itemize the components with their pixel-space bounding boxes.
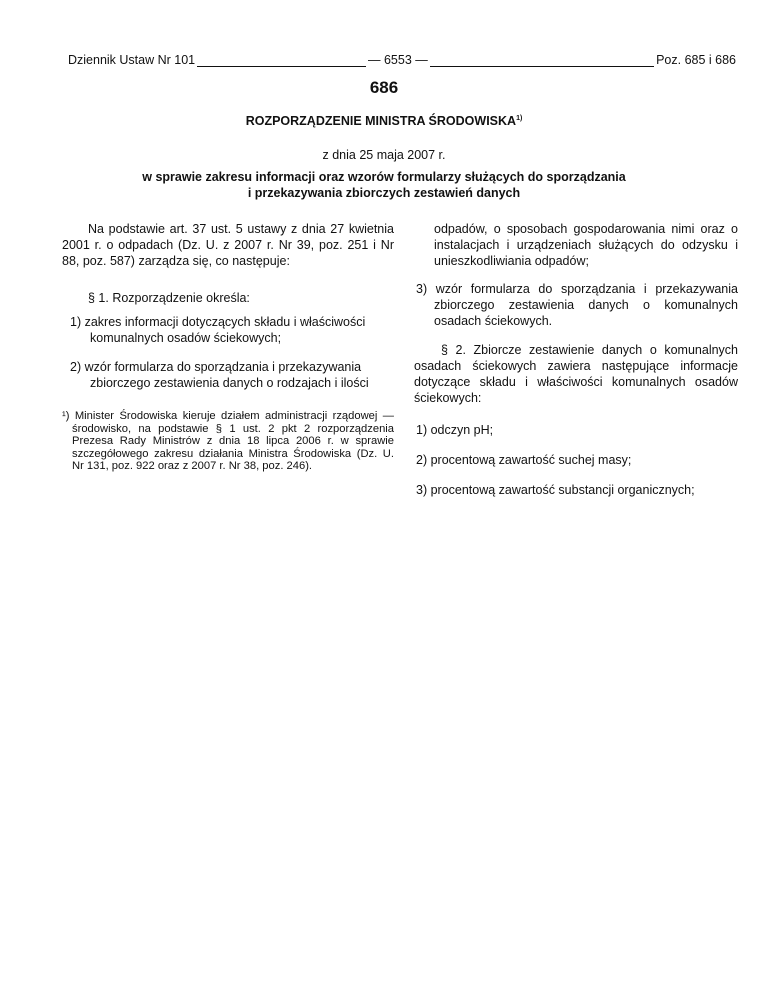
- section-2-item-2: 2) procentową zawartość suchej masy;: [416, 453, 632, 467]
- footnote-ref: 1): [516, 114, 523, 122]
- left-column: [62, 221, 394, 473]
- page-number: — 6553 —: [368, 53, 428, 67]
- section-1-item-1: 1) zakres informacji dotyczących składu i właściwości komunalnych osadów ściekowych;: [70, 315, 366, 345]
- regulation-date: z dnia 25 maja 2007 r.: [322, 148, 446, 162]
- journal-name: Dziennik Ustaw Nr 101: [68, 53, 196, 67]
- section-1-item-2: 2) wzór formularza do sporządzania i przekazywania zbiorczego zestawienia danych o rodzajach i ilości: [70, 360, 369, 390]
- right-column: [414, 221, 738, 498]
- regulation-title-text: ROZPORZĄDZENIE MINISTRA ŚRODOWISKA: [245, 114, 517, 128]
- section-2-item-3: 3) procentową zawartość substancji organicznych;: [416, 483, 695, 497]
- footnote: ¹) Minister Środowiska kieruje działem administracji rządowej — środowisko, na podstawie § 1 ust. 2 pkt 2 rozporządzenia Prezesa Rady Ministrów z dnia 18 lipca 2006 r. w sprawie szczegółowego zakresu działania Ministra Środowiska (Dz. U. Nr 131, poz. 922 oraz z 2007 r. Nr 38, poz. 246).: [62, 410, 394, 472]
- subject-line-1: w sprawie zakresu informacji oraz wzorów formularzy służących do sporządzania: [142, 170, 626, 184]
- position-number: Poz. 685 i 686: [656, 53, 736, 67]
- item-2-continuation: odpadów, o sposobach gospodarowania nimi oraz o instalacjach i urządzeniach służących do odzysku i unieszkodliwiania odpadów;: [434, 222, 738, 268]
- regulation-subject: [0, 169, 768, 201]
- regulation-title: [0, 114, 768, 128]
- section-2-paragraph: § 2. Zbiorcze zestawienie danych o komunalnych osadach ściekowych zawiera następujące informacje dotyczące składu i właściwości komunalnych osadów ściekowych:: [414, 343, 738, 405]
- intro-paragraph: Na podstawie art. 37 ust. 5 ustawy z dnia 27 kwietnia 2001 r. o odpadach (Dz. U. z 2007 r. Nr 39, poz. 251 i Nr 88, poz. 587) zarządza się, co następuje:: [62, 222, 394, 268]
- subject-line-2: i przekazywania zbiorczych zestawień danych: [247, 186, 521, 200]
- section-1-item-3: 3) wzór formularza do sporządzania i przekazywania zbiorczego zestawienia danych o komunalnych osadach ściekowych.: [416, 282, 738, 328]
- section-2-item-1: 1) odczyn pH;: [416, 423, 494, 437]
- section-1-heading: § 1. Rozporządzenie określa:: [88, 291, 250, 305]
- document-number: 686: [369, 78, 399, 97]
- page-header: [68, 52, 736, 70]
